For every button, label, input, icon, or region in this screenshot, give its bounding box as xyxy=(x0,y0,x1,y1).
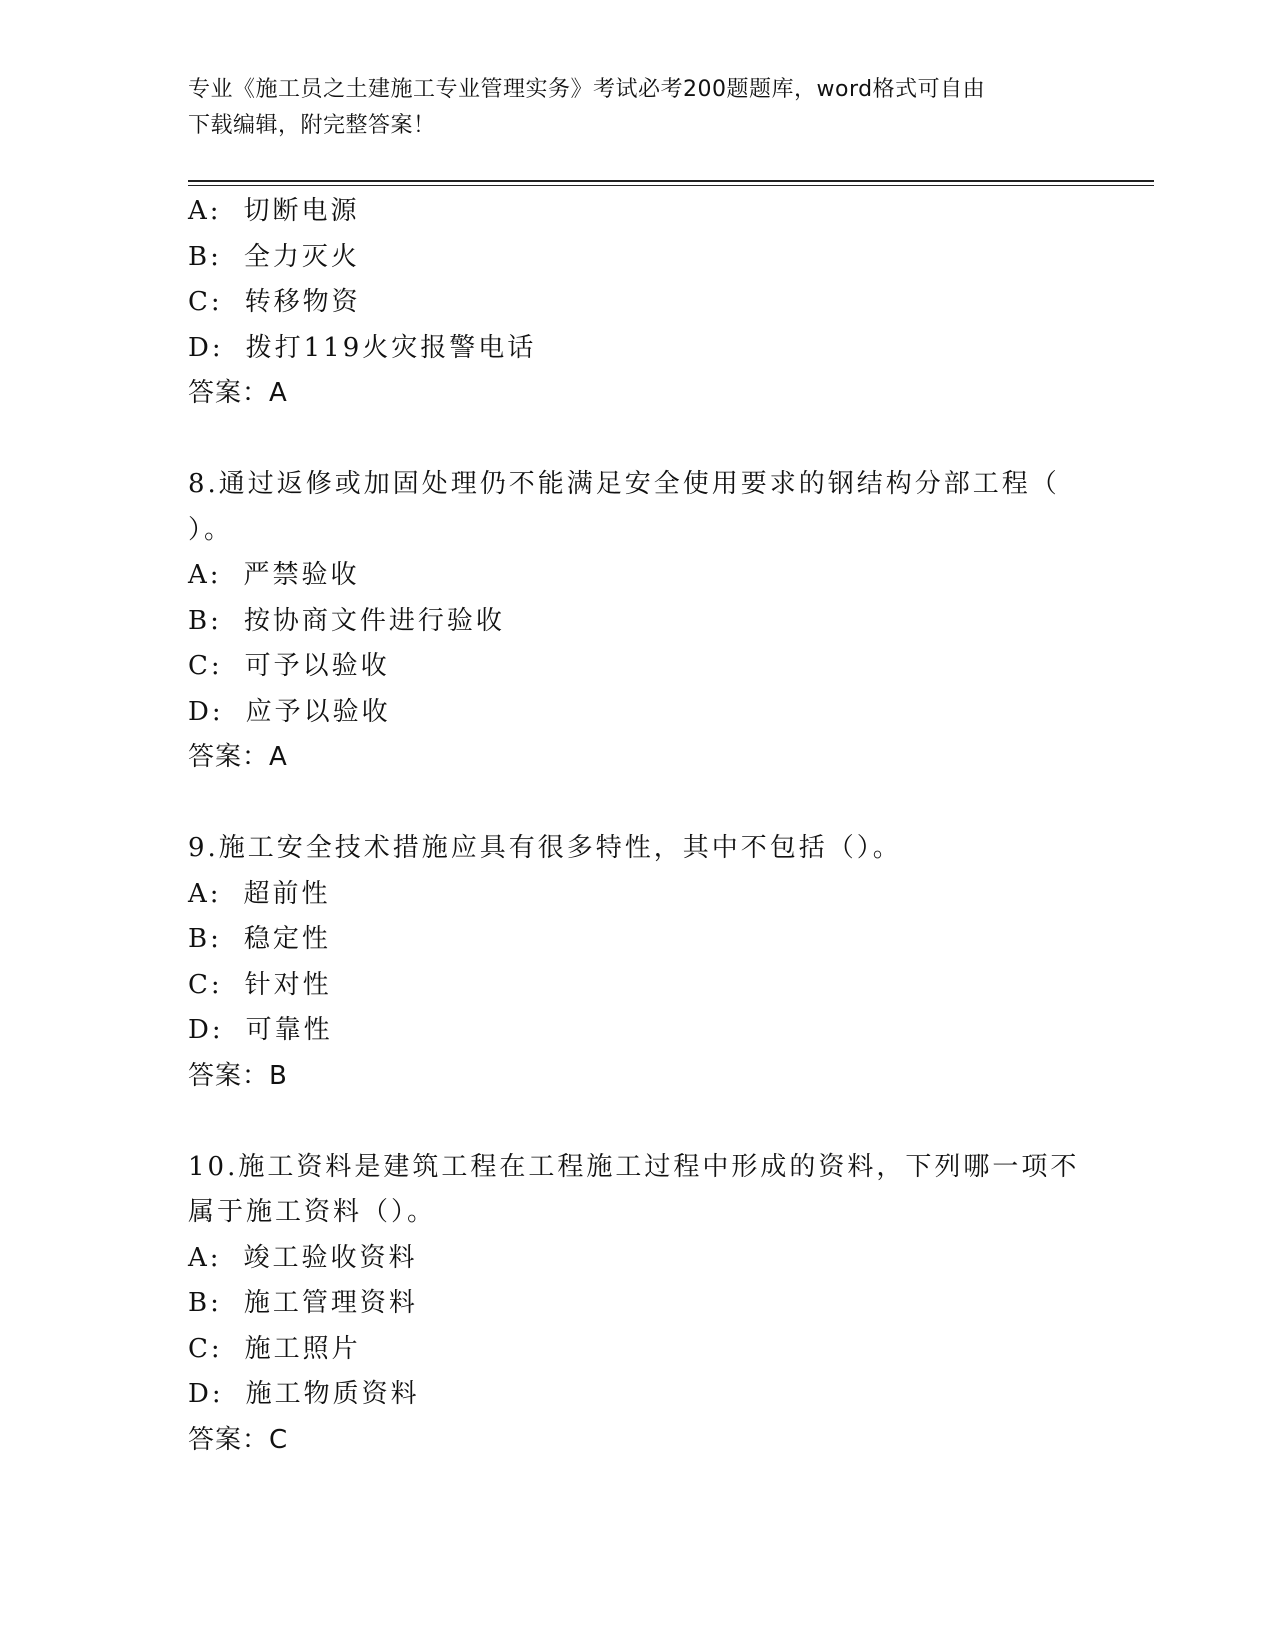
option-text: 全力灭火 xyxy=(243,241,360,272)
option-c xyxy=(188,280,1088,326)
option-c xyxy=(188,1327,1088,1373)
question-stem-line-1: 10.施工资料是建筑工程在工程施工过程中形成的资料，下列哪一项不 xyxy=(188,1151,1080,1182)
option-d xyxy=(188,326,1088,372)
option-b xyxy=(188,917,1088,963)
option-d xyxy=(188,1372,1088,1418)
option-key: B: xyxy=(188,1288,222,1318)
header-rule-thick xyxy=(188,180,1154,182)
option-key: A: xyxy=(188,196,222,226)
question-block-prev xyxy=(188,189,1088,417)
option-d xyxy=(188,1008,1088,1054)
document-header xyxy=(188,72,1088,144)
option-key: B: xyxy=(188,924,222,954)
question-block-9 xyxy=(188,826,1088,1099)
option-text: 可予以验收 xyxy=(244,651,390,681)
option-key: C: xyxy=(188,287,223,317)
option-text: 可靠性 xyxy=(245,1015,333,1045)
answer-line: 答案：B xyxy=(188,1060,288,1091)
spacer xyxy=(188,781,1088,827)
option-key: D: xyxy=(188,1015,224,1045)
option-key: D: xyxy=(188,332,224,363)
option-b xyxy=(188,599,1088,645)
option-text: 应予以验收 xyxy=(245,696,391,727)
option-text: 转移物资 xyxy=(244,287,361,317)
option-key: A: xyxy=(188,1242,222,1273)
option-key: A: xyxy=(188,878,222,909)
option-text: 超前性 xyxy=(243,878,331,909)
header-rule-thin xyxy=(188,185,1154,186)
question-stem-line-1: 8.通过返修或加固处理仍不能满足安全使用要求的钢结构分部工程（ xyxy=(188,469,1060,499)
spacer xyxy=(188,417,1088,463)
option-text: 按协商文件进行验收 xyxy=(243,605,505,636)
question-stem-line-2: 属于施工资料（）。 xyxy=(188,1197,437,1227)
spacer xyxy=(188,1099,1088,1145)
question-block-8 xyxy=(188,462,1088,781)
option-b xyxy=(188,235,1088,281)
option-key: B: xyxy=(188,605,222,636)
option-d xyxy=(188,690,1088,736)
header-line-1: 专业《施工员之土建施工专业管理实务》考试必考200题题库，word格式可自由 xyxy=(188,77,986,102)
option-a xyxy=(188,553,1088,599)
option-text: 稳定性 xyxy=(243,924,331,954)
question-stem-line-1: 9.施工安全技术措施应具有很多特性，其中不包括（）。 xyxy=(188,833,902,863)
option-text: 施工物质资料 xyxy=(245,1379,420,1409)
option-b xyxy=(188,1281,1088,1327)
option-key: C: xyxy=(188,1333,223,1364)
option-text: 施工管理资料 xyxy=(243,1288,418,1318)
option-key: D: xyxy=(188,1379,224,1409)
option-key: A: xyxy=(188,560,222,590)
option-text: 针对性 xyxy=(244,969,332,1000)
question-block-10 xyxy=(188,1145,1088,1464)
option-key: B: xyxy=(188,241,222,272)
option-c xyxy=(188,644,1088,690)
option-key: C: xyxy=(188,969,223,1000)
option-c xyxy=(188,963,1088,1009)
option-key: C: xyxy=(188,651,223,681)
option-a xyxy=(188,189,1088,235)
answer-line: 答案：A xyxy=(188,378,288,408)
option-text: 拨打119火灾报警电话 xyxy=(245,332,537,363)
option-text: 竣工验收资料 xyxy=(243,1242,418,1273)
option-key: D: xyxy=(188,696,224,727)
answer-line: 答案：A xyxy=(188,742,288,772)
question-stem-line-2: ）。 xyxy=(188,514,234,545)
option-text: 严禁验收 xyxy=(243,560,360,590)
option-text: 施工照片 xyxy=(244,1333,361,1364)
answer-line: 答案：C xyxy=(188,1424,289,1455)
question-list xyxy=(188,189,1088,1463)
option-text: 切断电源 xyxy=(243,196,360,226)
option-a xyxy=(188,872,1088,918)
header-line-2: 下载编辑，附完整答案！ xyxy=(188,113,436,138)
option-a xyxy=(188,1236,1088,1282)
